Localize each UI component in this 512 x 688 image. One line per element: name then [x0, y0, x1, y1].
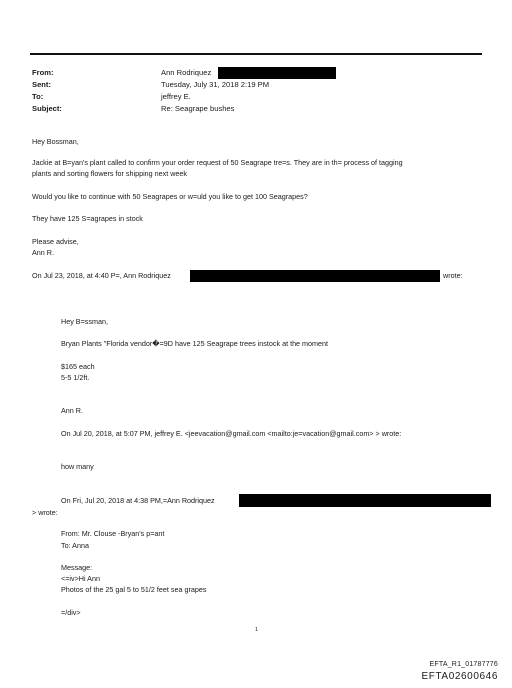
quoted-to-line: To: Anna [61, 541, 89, 550]
greeting: Hey Bossman, [32, 137, 79, 146]
bates-number-small: EFTA_R1_01787776 [429, 661, 498, 668]
quoted-size: 5-5 1/2ft. [61, 373, 90, 382]
to-label: To: [32, 92, 44, 101]
redaction-box [218, 67, 336, 79]
subject-value: Re: Seagrape bushes [161, 104, 235, 113]
quoted-line: how many [61, 462, 94, 471]
advise-line: Please advise, [32, 237, 79, 246]
quote-header: On Jul 20, 2018, at 5:07 PM, jeffrey E. <jeevacation@gmail.com <mailto:je=vacation@gmail.com> > wrote: [61, 429, 402, 438]
quote-header: On Jul 23, 2018, at 4:40 P=, Ann Rodriquez [32, 271, 171, 280]
message-line: Photos of the 25 gal 5 to 51/2 feet sea grapes [61, 585, 207, 594]
body-paragraph: Would you like to continue with 50 Seagrapes or w=uld you like to get 100 Seagrapes? [32, 192, 308, 201]
quote-header-suffix: wrote: [443, 271, 463, 280]
subject-label: Subject: [32, 104, 62, 113]
sent-value: Tuesday, July 31, 2018 2:19 PM [161, 80, 270, 89]
from-value: Ann Rodriquez [161, 68, 212, 77]
from-label: From: [32, 68, 54, 77]
message-line: =/div> [61, 608, 81, 617]
bates-number-large: EFTA02600646 [421, 671, 498, 682]
quoted-price: $165 each [61, 362, 95, 371]
quoted-greeting: Hey B=ssman, [61, 317, 108, 326]
quoted-from-line: From: Mr. Clouse -Bryan's p=ant [61, 529, 165, 538]
message-line: <=iv>Hi Ann [61, 574, 100, 583]
page-number: 1 [255, 627, 259, 633]
body-paragraph-line: Jackie at B=yan's plant called to confirm your order request of 50 Seagrape tre=s. They are in th= process of tagging [32, 158, 403, 167]
to-value: jeffrey E. [161, 92, 191, 101]
message-label: Message: [61, 563, 93, 572]
quote-header-suffix: > wrote: [32, 508, 58, 517]
quote-header: On Fri, Jul 20, 2018 at 4:38 PM,=Ann Rodriquez [61, 496, 215, 505]
redaction-box [190, 270, 440, 282]
sent-label: Sent: [32, 80, 51, 89]
redaction-box [239, 494, 491, 507]
body-paragraph-line: plants and sorting flowers for shipping next week [32, 169, 188, 178]
header-rule [30, 53, 482, 55]
body-paragraph: They have 125 S=agrapes in stock [32, 214, 143, 223]
quoted-vendor-line: Bryan Plants "Florida vendor�=9D have 125 Seagrape trees instock at the moment [61, 339, 329, 348]
quoted-signoff: Ann R. [61, 406, 83, 415]
signoff: Ann R. [32, 248, 54, 257]
